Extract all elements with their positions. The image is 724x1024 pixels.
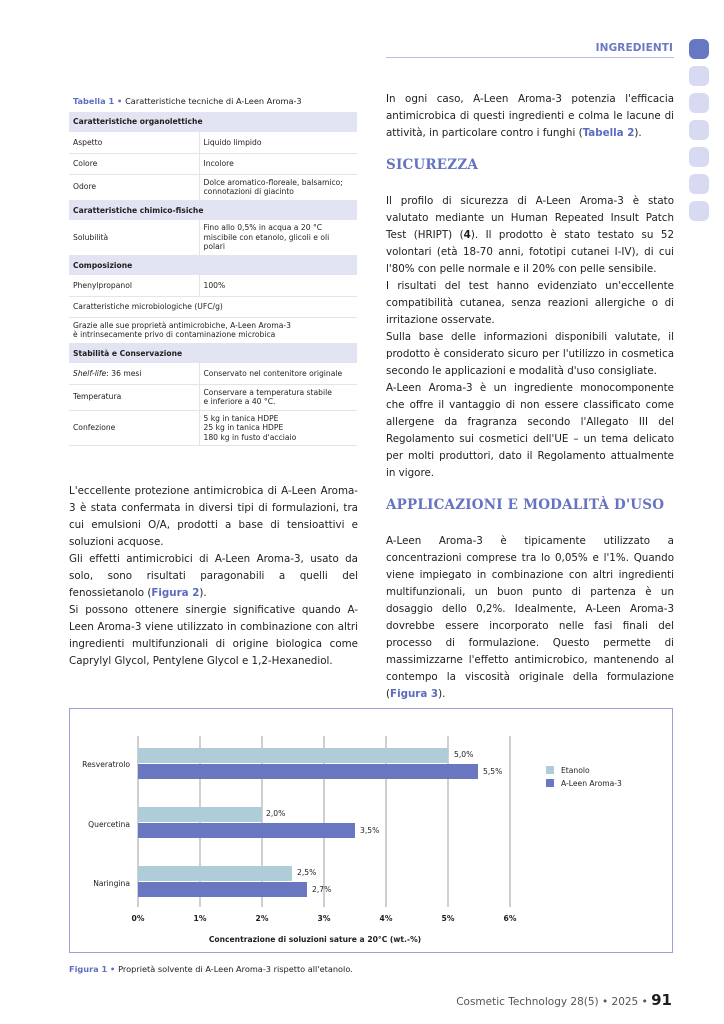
value-label: 3,5% — [360, 826, 380, 835]
table-section-header: Caratteristiche organolettiche — [69, 112, 357, 132]
bar-aleen — [138, 882, 307, 897]
table-row: Caratteristiche microbiologiche (UFC/g) — [69, 296, 357, 317]
heading-applicazioni: APPLICAZIONI E MODALITÀ D'USO — [386, 497, 665, 513]
bar-aleen — [138, 764, 478, 779]
chapter-tab — [689, 93, 709, 113]
table-row: Odore Dolce aromatico-floreale, balsamico; connotazioni di giacinto — [69, 174, 357, 200]
paragraph: In ogni caso, A-Leen Aroma-3 potenzia l'efficacia antimicrobica di questi ingredienti e colma le lacune di attività, in particolare contro i funghi (Tabella 2). — [386, 93, 674, 139]
figure-reference-link[interactable]: Figura 2 — [151, 587, 200, 599]
table-caption: Tabella 1 • Caratteristiche tecniche di A-Leen Aroma-3 — [73, 96, 302, 106]
table-row: Grazie alle sue proprietà antimicrobiche, A-Leen Aroma-3 è intrinsecamente privo di contaminazione microbica — [69, 317, 357, 343]
table-row: Colore Incolore — [69, 153, 357, 174]
safety-text — [386, 193, 674, 482]
bar-aleen — [138, 823, 355, 838]
figure-caption-label: Figura 1 — [69, 964, 108, 974]
table-row: Temperatura Conservare a temperatura stabile e inferiore a 40 °C. — [69, 384, 357, 410]
table-row: Solubilità Fino allo 0,5% in acqua a 20 °C miscibile con etanolo, glicoli e oli polari — [69, 220, 357, 255]
chapter-tab-active — [689, 39, 709, 59]
paragraph: A-Leen Aroma-3 è tipicamente utilizzato a concentrazioni comprese tra lo 0,05% e l'1%. Quando viene impiegato in combinazione con altri ingredienti multifunzionali, un buon punto di partenza è un dosaggio dello 0,2%. Idealmente, A-Leen Aroma-3 dovrebbe essere incorporato nelle fasi finali del processo di formulazione. Questo permette di massimizzarne l'effetto antimicrobico, mantenendo al contempo la viscosità originale della formulazione (Figura 3). — [386, 535, 674, 700]
value-label: 5,5% — [483, 767, 503, 776]
chapter-tab — [689, 147, 709, 167]
right-column-intro — [386, 91, 674, 142]
paragraph: I risultati del test hanno evidenziato un'eccellente compatibilità cutanea, senza reazioni allergiche o di irritazione osservate. — [386, 280, 674, 326]
table-caption-text: Caratteristiche tecniche di A-Leen Aroma-3 — [125, 96, 302, 106]
x-tick: 4% — [379, 914, 393, 923]
chapter-tab — [689, 120, 709, 140]
page-footer — [456, 991, 672, 1009]
figure-caption-text: Proprietà solvente di A-Leen Aroma-3 rispetto all'etanolo. — [118, 964, 353, 974]
legend-item: A-Leen Aroma-3 — [546, 777, 622, 789]
paragraph: Sulla base delle informazioni disponibili valutate, il prodotto è considerato sicuro per l'utilizzo in cosmetica secondo le applicazioni e modalità d'uso consigliate. — [386, 331, 674, 377]
page-number: 91 — [651, 991, 672, 1009]
bar-etanolo — [138, 807, 262, 822]
technical-table — [69, 112, 357, 446]
value-label: 5,0% — [454, 750, 474, 759]
x-tick: 1% — [193, 914, 207, 923]
value-label: 2,7% — [312, 885, 332, 894]
figure-caption: Figura 1 • Proprietà solvente di A-Leen Aroma-3 rispetto all'etanolo. — [69, 964, 353, 974]
category-label: Naringina — [93, 879, 130, 888]
x-axis-label: Concentrazione di soluzioni sature a 20°C (wt.-%) — [208, 935, 422, 944]
citation-reference[interactable]: 4 — [463, 229, 471, 241]
table-section-header: Stabilità e Conservazione — [69, 343, 357, 363]
section-label: INGREDIENTI — [595, 42, 673, 54]
x-tick: 0% — [131, 914, 145, 923]
journal-citation: Cosmetic Technology 28(5) • 2025 • — [456, 996, 648, 1008]
table-section-header: Composizione — [69, 255, 357, 275]
value-label: 2,5% — [297, 868, 317, 877]
chapter-tab — [689, 66, 709, 86]
paragraph: A-Leen Aroma-3 è un ingrediente monocomponente che offre il vantaggio di non essere classificato come allergene da fragranza secondo l'Allegato III del Regolamento sui cosmetici dell'UE – un tema delicato per molti produttori, dato il Regolamento attualmente in vigore. — [386, 382, 674, 479]
table-row: Aspetto Liquido limpido — [69, 132, 357, 153]
table-row: Phenylpropanol 100% — [69, 275, 357, 296]
paragraph: Si possono ottenere sinergie significative quando A-Leen Aroma-3 viene utilizzato in combinazione con altri ingredienti multifunzionali di origine biologica come Caprylyl Glycol, Pentylene Glycol e 1,2-Hexanediol. — [69, 604, 358, 667]
bar-etanolo — [138, 866, 292, 881]
chapter-tab — [689, 174, 709, 194]
table-section-header: Caratteristiche chimico-fisiche — [69, 200, 357, 220]
paragraph: Il profilo di sicurezza di A-Leen Aroma-3 è stato valutato mediante un Human Repeated Insult Patch Test (HRIPT) (4). Il prodotto è stato testato su 52 volontari (età 18-70 anni, fototipi cutanei I-IV), di cui l'80% con pelle normale e il 20% con pelle sensibile. — [386, 195, 674, 275]
legend-swatch-aleen — [546, 779, 554, 787]
chart-legend — [546, 764, 622, 790]
applications-text — [386, 533, 674, 703]
x-tick: 3% — [317, 914, 331, 923]
table-caption-label: Tabella 1 — [73, 96, 115, 106]
table-row: Shelf-life: 36 mesi Conservato nel contenitore originale — [69, 363, 357, 384]
header-rule — [386, 57, 674, 58]
table-row: Confezione 5 kg in tanica HDPE 25 kg in tanica HDPE 180 kg in fusto d'acciaio — [69, 410, 357, 446]
legend-item: Etanolo — [546, 764, 622, 776]
chapter-tab — [689, 201, 709, 221]
chapter-tabs — [689, 39, 709, 228]
category-label: Resveratrolo — [82, 760, 130, 769]
legend-swatch-etanolo — [546, 766, 554, 774]
value-label: 2,0% — [266, 809, 286, 818]
bar-etanolo — [138, 748, 448, 763]
table-reference-link[interactable]: Tabella 2 — [582, 127, 635, 139]
figure-reference-link[interactable]: Figura 3 — [390, 688, 439, 700]
left-column-text — [69, 483, 358, 670]
gridline — [509, 736, 511, 907]
heading-sicurezza: SICUREZZA — [386, 157, 479, 173]
x-tick: 2% — [255, 914, 269, 923]
category-label: Quercetina — [88, 820, 130, 829]
paragraph: Gli effetti antimicrobici di A-Leen Aroma-3, usato da solo, sono risultati paragonabili a quelli del fenossietanolo (Figura 2). — [69, 553, 358, 599]
paragraph: L'eccellente protezione antimicrobica di A-Leen Aroma-3 è stata confermata in diversi tipi di formulazioni, tra cui emulsioni O/A, prodotti a base di tensioattivi e soluzioni acquose. — [69, 485, 358, 548]
x-tick: 6% — [503, 914, 517, 923]
x-tick: 5% — [441, 914, 455, 923]
